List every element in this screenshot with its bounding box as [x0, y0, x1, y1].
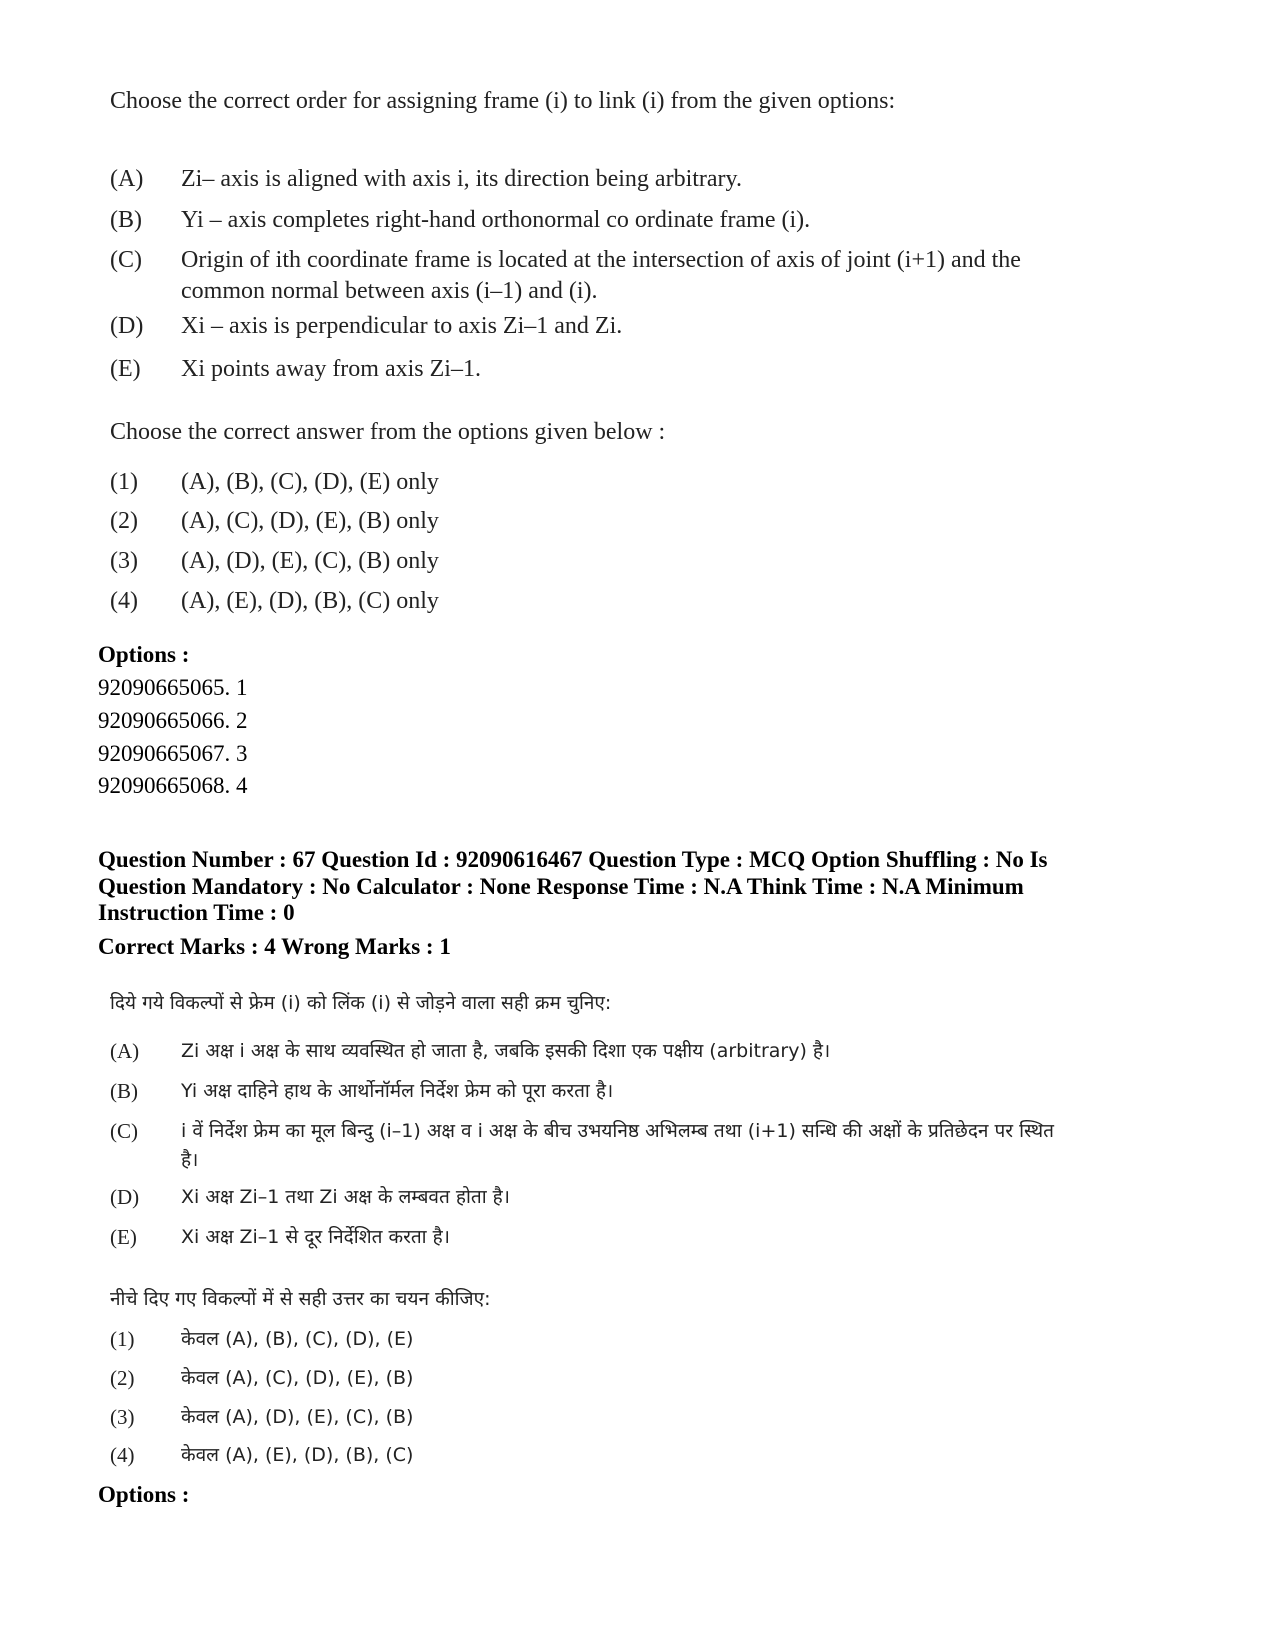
option-id-3: 92090665067. 3 [98, 741, 248, 766]
answer-prompt [110, 417, 1050, 448]
choice-text: (A), (D), (E), (C), (B) only [181, 548, 439, 574]
statement-label: (D) [110, 313, 144, 339]
choice-text: केवल (A), (E), (D), (B), (C) [181, 1444, 414, 1466]
question-meta-line-1: Question Number : 67 Question Id : 92090616467 Question Type : MCQ Option Shuffling : No Is [98, 847, 1048, 872]
options-heading: Options : [98, 642, 190, 667]
question-title: Choose the correct order for assigning frame (i) to link (i) from the given options: [110, 88, 896, 114]
statement-text: Xi अक्ष Zi–1 से दूर निर्देशित करता है। [181, 1226, 450, 1248]
statement-text: Xi – axis is perpendicular to axis Zi–1 and Zi. [181, 313, 623, 339]
statement-text: Xi अक्ष Zi–1 तथा Zi अक्ष के लम्बवत होता है। [181, 1186, 510, 1208]
choice-text: (A), (E), (D), (B), (C) only [181, 588, 439, 614]
choice-label: (2) [110, 508, 138, 534]
statement-text: i वें निर्देश फ्रेम का मूल बिन्दु (i–1) अक्ष व i अक्ष के बीच उभयनिष्ठ अभिलम्ब तथा (i+1) सन्धि की अक्षों के प्रतिछेदन पर स्थित है। [181, 1120, 1055, 1171]
answer-prompt [110, 1285, 1070, 1314]
answer-prompt-text: नीचे दिए गए विकल्पों में से सही उत्तर का चयन कीजिए: [110, 1288, 491, 1310]
statement-text: Yi अक्ष दाहिने हाथ के आर्थोनॉर्मल निर्देश फ्रेम को पूरा करता है। [181, 1080, 614, 1102]
choice-label: (3) [110, 548, 138, 574]
statement-label: (B) [110, 207, 142, 233]
question-marks: Correct Marks : 4 Wrong Marks : 1 [98, 934, 451, 959]
choice-label: (4) [110, 1443, 135, 1467]
choice-text: केवल (A), (C), (D), (E), (B) [181, 1367, 414, 1389]
choice-text: (A), (C), (D), (E), (B) only [181, 508, 439, 534]
statement-label: (E) [110, 356, 141, 382]
choice-label: (3) [110, 1405, 135, 1429]
statement-text: Origin of ith coordinate frame is located at the intersection of axis of joint (i+1) and the common normal between axis (i–1) and (i). [181, 247, 1021, 304]
question-meta-line-2: Question Mandatory : No Calculator : None Response Time : N.A Think Time : N.A Minimum [98, 874, 1024, 899]
statement-label: (E) [110, 1225, 137, 1249]
question-meta-line-3: Instruction Time : 0 [98, 900, 295, 925]
statement-text: Zi– axis is aligned with axis i, its direction being arbitrary. [181, 166, 742, 192]
option-id-1: 92090665065. 1 [98, 675, 248, 700]
statement-label: (D) [110, 1185, 140, 1209]
option-id-4: 92090665068. 4 [98, 773, 248, 798]
choice-text: (A), (B), (C), (D), (E) only [181, 469, 439, 495]
choice-label: (2) [110, 1366, 135, 1390]
statement-label: (C) [110, 1119, 138, 1143]
choice-label: (4) [110, 588, 138, 614]
answer-prompt-text: Choose the correct answer from the options given below : [110, 419, 666, 445]
choice-text: केवल (A), (D), (E), (C), (B) [181, 1406, 414, 1428]
option-id-2: 92090665066. 2 [98, 708, 248, 733]
statement-label: (C) [110, 247, 142, 273]
statement-label: (B) [110, 1079, 138, 1103]
hindi-question [110, 990, 1070, 1467]
statement-text: Zi अक्ष i अक्ष के साथ व्यवस्थित हो जाता है, जबकि इसकी दिशा एक पक्षीय (arbitrary) है। [181, 1040, 831, 1062]
english-question [110, 86, 1050, 614]
choice-label: (1) [110, 469, 138, 495]
statement-label: (A) [110, 166, 144, 192]
choice-label: (1) [110, 1327, 135, 1351]
statement-text: Yi – axis completes right-hand orthonormal co ordinate frame (i). [181, 207, 811, 233]
question-title: दिये गये विकल्पों से फ्रेम (i) को लिंक (i) से जोड़ने वाला सही क्रम चुनिए: [110, 992, 612, 1014]
options-heading-2: Options : [98, 1482, 190, 1507]
statement-text: Xi points away from axis Zi–1. [181, 356, 481, 382]
choice-text: केवल (A), (B), (C), (D), (E) [181, 1328, 414, 1350]
statement-label: (A) [110, 1039, 140, 1063]
